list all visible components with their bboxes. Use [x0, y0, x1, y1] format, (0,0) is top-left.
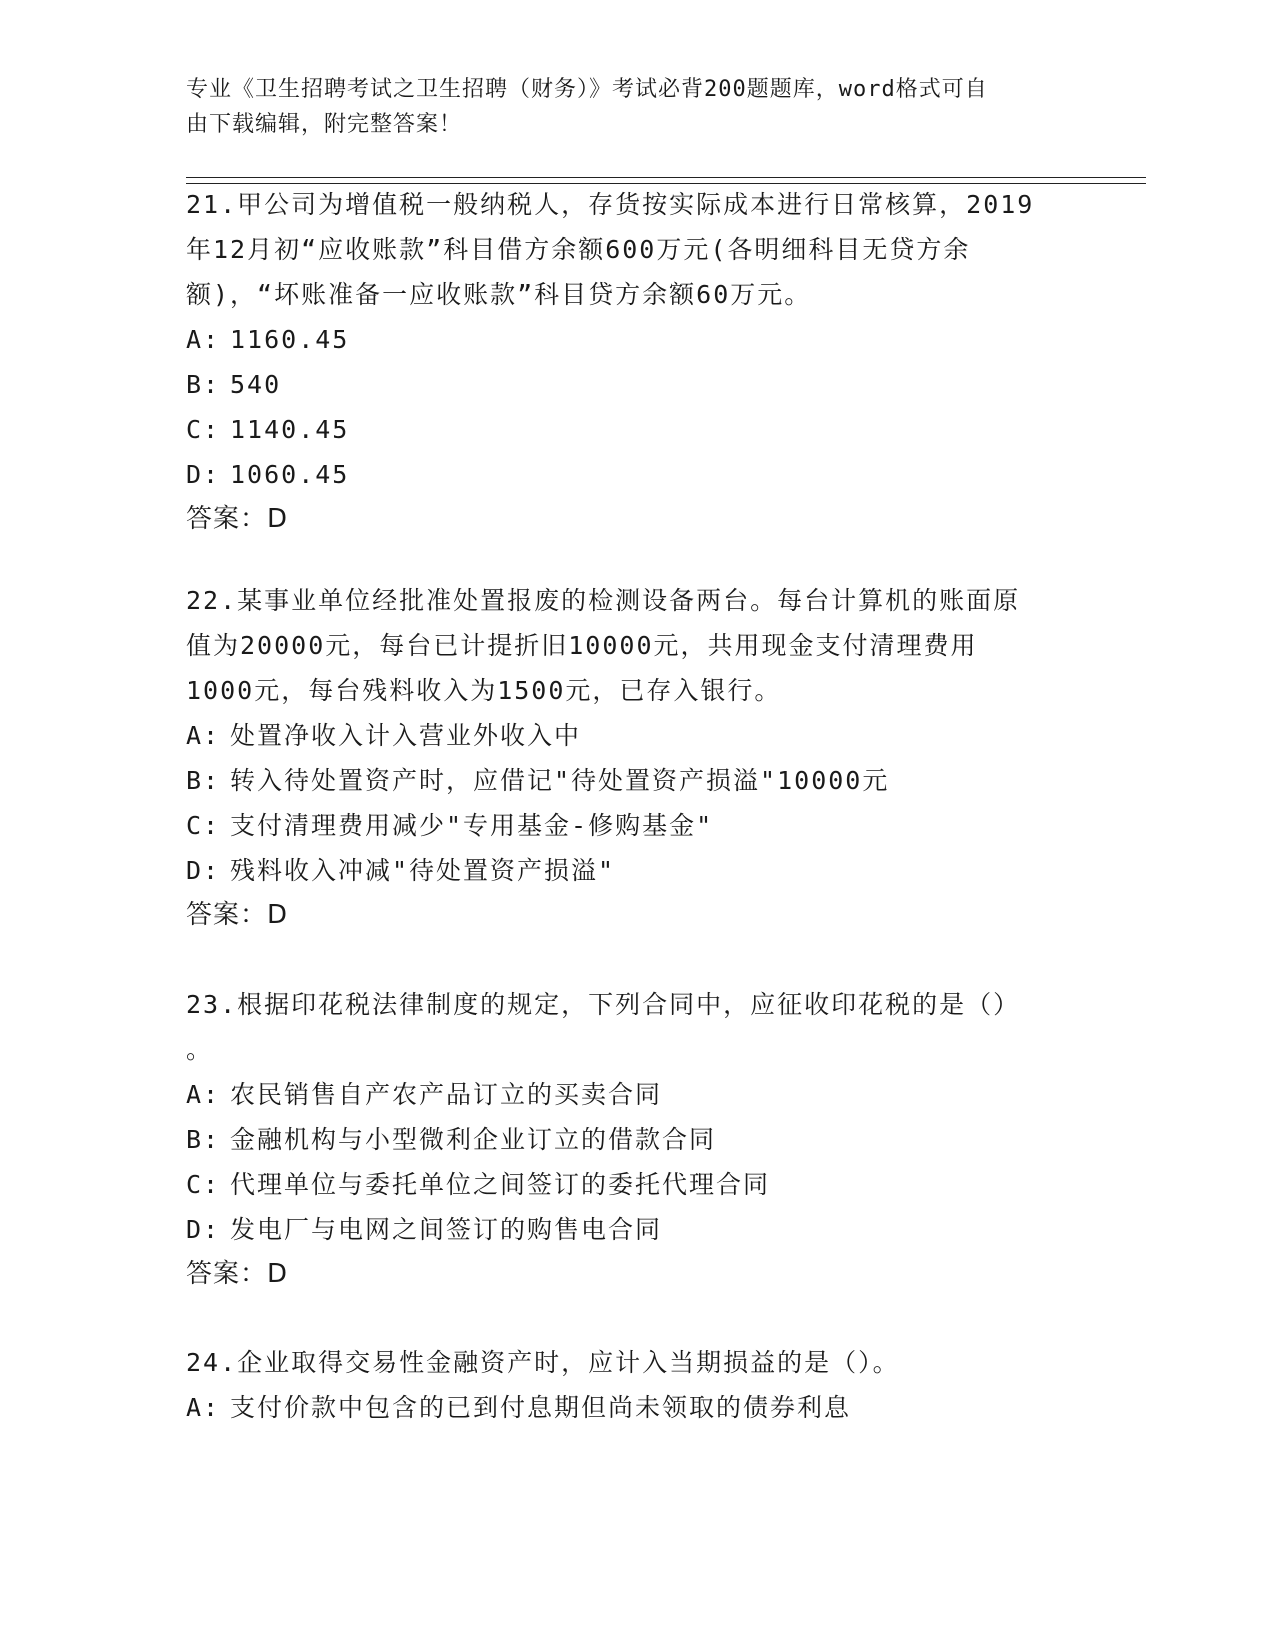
option-label: B:	[186, 1125, 221, 1154]
option-label: C:	[186, 1170, 221, 1199]
question-21	[186, 182, 1076, 542]
question-22	[186, 578, 1076, 938]
header-divider-top	[186, 177, 1146, 178]
option-c	[186, 407, 1076, 452]
option-text: 1060.45	[230, 460, 350, 489]
option-d	[186, 848, 1076, 893]
option-text: 支付价款中包含的已到付息期但尚未领取的债券利息	[230, 1393, 852, 1422]
question-stem-line: 1000元，每台残料收入为1500元，已存入银行。	[186, 676, 782, 705]
option-d	[186, 452, 1076, 497]
header-line-1: 专业《卫生招聘考试之卫生招聘（财务）》考试必背200题题库，word格式可自	[186, 77, 988, 102]
option-label: D:	[186, 460, 221, 489]
option-d	[186, 1207, 1076, 1252]
answer: 答案：D	[186, 900, 289, 930]
option-text: 金融机构与小型微利企业订立的借款合同	[230, 1125, 717, 1154]
option-label: A:	[186, 1080, 221, 1109]
header-line-2: 由下载编辑，附完整答案！	[186, 112, 463, 137]
option-text: 农民销售自产农产品订立的买卖合同	[230, 1080, 663, 1109]
question-stem-line: 21.甲公司为增值税一般纳税人，存货按实际成本进行日常核算，2019	[186, 190, 1035, 219]
answer: 答案：D	[186, 504, 289, 534]
option-c	[186, 803, 1076, 848]
question-stem-line: 额)，“坏账准备一应收账款”科目贷方余额60万元。	[186, 280, 812, 309]
option-a	[186, 713, 1076, 758]
option-label: D:	[186, 856, 221, 885]
option-label: C:	[186, 811, 221, 840]
question-23	[186, 982, 1076, 1297]
option-text: 1160.45	[230, 325, 350, 354]
option-text: 1140.45	[230, 415, 350, 444]
option-b	[186, 758, 1076, 803]
option-label: B:	[186, 766, 221, 795]
option-b	[186, 362, 1076, 407]
question-stem-line: 23.根据印花税法律制度的规定，下列合同中，应征收印花税的是（）	[186, 990, 1021, 1019]
question-24	[186, 1340, 1076, 1430]
option-label: C:	[186, 415, 221, 444]
option-text: 残料收入冲减"待处置资产损溢"	[230, 856, 616, 885]
option-text: 发电厂与电网之间签订的购售电合同	[230, 1215, 663, 1244]
question-stem-line: 年12月初“应收账款”科目借方余额600万元(各明细科目无贷方余	[186, 235, 971, 264]
answer: 答案：D	[186, 1259, 289, 1289]
option-label: A:	[186, 721, 221, 750]
option-text: 540	[230, 370, 282, 399]
option-label: D:	[186, 1215, 221, 1244]
option-label: A:	[186, 325, 221, 354]
question-stem-line: 24.企业取得交易性金融资产时，应计入当期损益的是（）。	[186, 1348, 900, 1377]
option-text: 支付清理费用减少"专用基金-修购基金"	[230, 811, 714, 840]
option-text: 处置净收入计入营业外收入中	[230, 721, 582, 750]
option-a	[186, 1072, 1076, 1117]
option-label: A:	[186, 1393, 221, 1422]
option-label: B:	[186, 370, 221, 399]
option-c	[186, 1162, 1076, 1207]
document-header	[186, 72, 1066, 142]
option-a	[186, 317, 1076, 362]
question-stem-line: 22.某事业单位经批准处置报废的检测设备两台。每台计算机的账面原	[186, 586, 1021, 615]
option-text: 代理单位与委托单位之间签订的委托代理合同	[230, 1170, 771, 1199]
option-text: 转入待处置资产时，应借记"待处置资产损溢"10000元	[230, 766, 890, 795]
option-a	[186, 1385, 1076, 1430]
question-stem-line: 值为20000元，每台已计提折旧10000元，共用现金支付清理费用	[186, 631, 978, 660]
option-b	[186, 1117, 1076, 1162]
question-stem-line: 。	[186, 1035, 214, 1064]
